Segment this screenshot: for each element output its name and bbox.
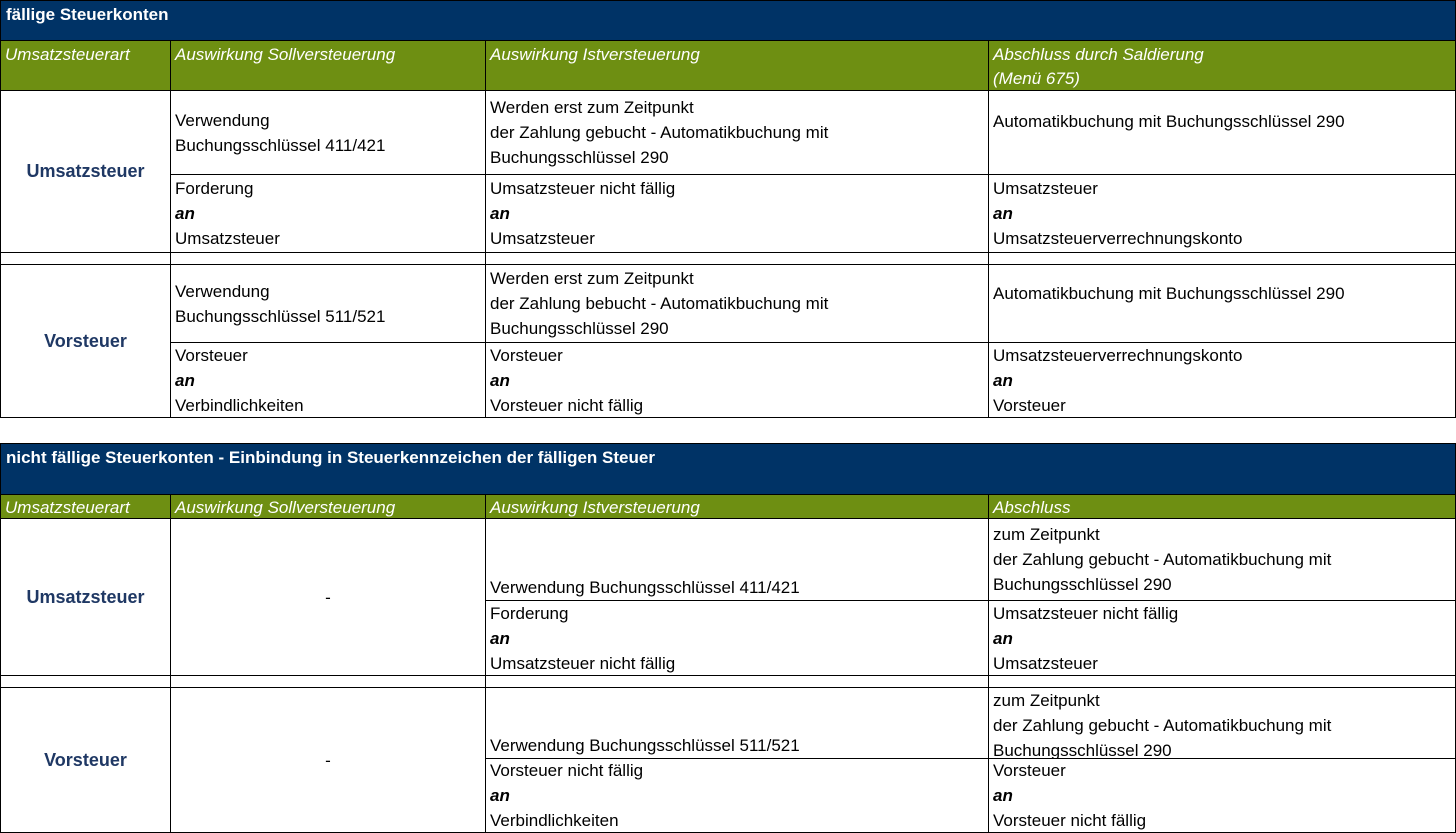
header-soll: [170, 494, 486, 519]
cell-line: zum Zeitpunkt: [993, 525, 1100, 544]
header-abschluss: [988, 494, 1456, 519]
type-label: Vorsteuer: [44, 749, 127, 770]
header-abschluss: [988, 40, 1456, 91]
cell-line: Werden erst zum Zeitpunkt: [490, 269, 694, 288]
type-cell-vorsteuer: [0, 264, 171, 418]
header-type: [0, 40, 171, 91]
cell-line: zum Zeitpunkt: [993, 691, 1100, 710]
cell-line: Automatikbuchung mit Buchungsschlüssel 290: [993, 112, 1345, 131]
table-cell: [988, 90, 1456, 175]
cell-line: Verbindlichkeiten: [490, 811, 619, 830]
cell-line: Werden erst zum Zeitpunkt: [490, 98, 694, 117]
cell-line: Buchungsschlüssel 290: [490, 319, 669, 338]
cell-line: Vorsteuer: [490, 345, 563, 365]
cell-line: Forderung: [175, 179, 254, 198]
header-soll-label: Auswirkung Sollversteuerung: [175, 45, 396, 64]
table-cell: [485, 342, 989, 418]
cell-line: Automatikbuchung mit Buchungsschlüssel 290: [993, 284, 1345, 303]
cell-line-keyword: an: [175, 204, 195, 223]
cell-line: der Zahlung gebucht - Automatikbuchung mit: [490, 123, 829, 142]
cell-line-keyword: an: [490, 370, 510, 390]
table-cell: [988, 264, 1456, 343]
cell-line: der Zahlung gebucht - Automatikbuchung mit: [993, 716, 1332, 735]
cell-line: -: [325, 750, 331, 770]
cell-line-keyword: an: [490, 204, 510, 223]
header-ist: [485, 494, 989, 519]
cell-line: -: [325, 587, 331, 607]
cell-line-keyword: an: [175, 370, 195, 390]
cell-line: Umsatzsteuer: [490, 229, 595, 248]
cell-line: Vorsteuer: [175, 345, 248, 365]
header-ist-label: Auswirkung Istversteuerung: [490, 498, 700, 517]
cell-line-keyword: an: [993, 786, 1013, 805]
header-abschluss-label: Abschluss: [993, 498, 1071, 517]
header-abschluss-label: Abschluss durch Saldierung: [993, 45, 1204, 64]
header-type-label: Umsatzsteuerart: [5, 498, 130, 517]
type-label: Vorsteuer: [44, 330, 127, 351]
cell-line-keyword: an: [993, 370, 1013, 390]
cell-line: Umsatzsteuer: [993, 179, 1098, 198]
cell-line: Forderung: [490, 603, 569, 623]
table-cell: [170, 90, 486, 175]
table-cell: [988, 342, 1456, 418]
table-cell: [988, 600, 1456, 676]
cell-line: Verwendung Buchungsschlüssel 411/421: [490, 578, 800, 597]
header-type-label: Umsatzsteuerart: [5, 45, 130, 64]
cell-line: Vorsteuer nicht fällig: [993, 811, 1147, 830]
table-cell: [988, 687, 1456, 759]
header-soll-label: Auswirkung Sollversteuerung: [175, 498, 396, 517]
table-cell: [170, 518, 486, 676]
table-cell: [485, 174, 989, 253]
cell-line: Verwendung Buchungsschlüssel 511/521: [490, 736, 800, 755]
cell-line: Verwendung: [175, 281, 270, 301]
cell-line: Buchungsschlüssel 411/421: [175, 135, 386, 155]
cell-line: Vorsteuer: [993, 395, 1066, 415]
cell-line-keyword: an: [490, 786, 510, 805]
table-cell: [485, 758, 989, 833]
cell-line: Vorsteuer nicht fällig: [490, 395, 644, 415]
cell-line: Vorsteuer nicht fällig: [490, 761, 644, 780]
cell-line: Buchungsschlüssel 290: [490, 148, 669, 167]
cell-line-keyword: an: [993, 204, 1013, 223]
type-cell-umsatzsteuer: [0, 90, 171, 253]
cell-line: Umsatzsteuerverrechnungskonto: [993, 345, 1243, 365]
cell-line: Umsatzsteuer nicht fällig: [490, 179, 676, 198]
table-cell: [170, 174, 486, 253]
table-cell: [988, 174, 1456, 253]
cell-line: Umsatzsteuer nicht fällig: [993, 603, 1179, 623]
cell-line: Umsatzsteuer nicht fällig: [490, 653, 676, 673]
table-cell: [988, 518, 1456, 601]
cell-line: Buchungsschlüssel 290: [993, 741, 1172, 759]
cell-line: der Zahlung gebucht - Automatikbuchung mit: [993, 550, 1332, 569]
cell-line-keyword: an: [993, 628, 1013, 648]
type-label: Umsatzsteuer: [26, 161, 145, 181]
header-ist-label: Auswirkung Istversteuerung: [490, 45, 700, 64]
type-label: Umsatzsteuer: [26, 586, 145, 607]
cell-line: Vorsteuer: [993, 761, 1066, 780]
table-cell: [485, 90, 989, 175]
header-type: [0, 494, 171, 519]
header-ist: [485, 40, 989, 91]
cell-line: Umsatzsteuerverrechnungskonto: [993, 229, 1243, 248]
table-cell: [170, 687, 486, 833]
cell-line: Umsatzsteuer: [175, 229, 280, 248]
cell-line: Verbindlichkeiten: [175, 395, 304, 415]
cell-line: Verwendung: [175, 110, 270, 130]
cell-line: Buchungsschlüssel 511/521: [175, 306, 386, 326]
cell-line: Buchungsschlüssel 290: [993, 575, 1172, 594]
table-cell: [170, 342, 486, 418]
table-cell: [988, 758, 1456, 833]
table-cell: [485, 518, 989, 601]
section-title: fällige Steuerkonten: [0, 0, 1456, 41]
header-abschluss-menu: (Menü 675): [993, 69, 1080, 88]
table-cell: [485, 687, 989, 759]
type-cell-umsatzsteuer: [0, 518, 171, 676]
type-cell-vorsteuer: [0, 687, 171, 833]
table-cell: [485, 600, 989, 676]
cell-line: der Zahlung bebucht - Automatikbuchung mit: [490, 294, 829, 313]
section-title: nicht fällige Steuerkonten - Einbindung in Steuerkennzeichen der fälligen Steuer: [0, 443, 1456, 495]
cell-line: Umsatzsteuer: [993, 653, 1098, 673]
header-soll: [170, 40, 486, 91]
table-cell: [485, 264, 989, 343]
table-cell: [170, 264, 486, 343]
cell-line-keyword: an: [490, 628, 510, 648]
